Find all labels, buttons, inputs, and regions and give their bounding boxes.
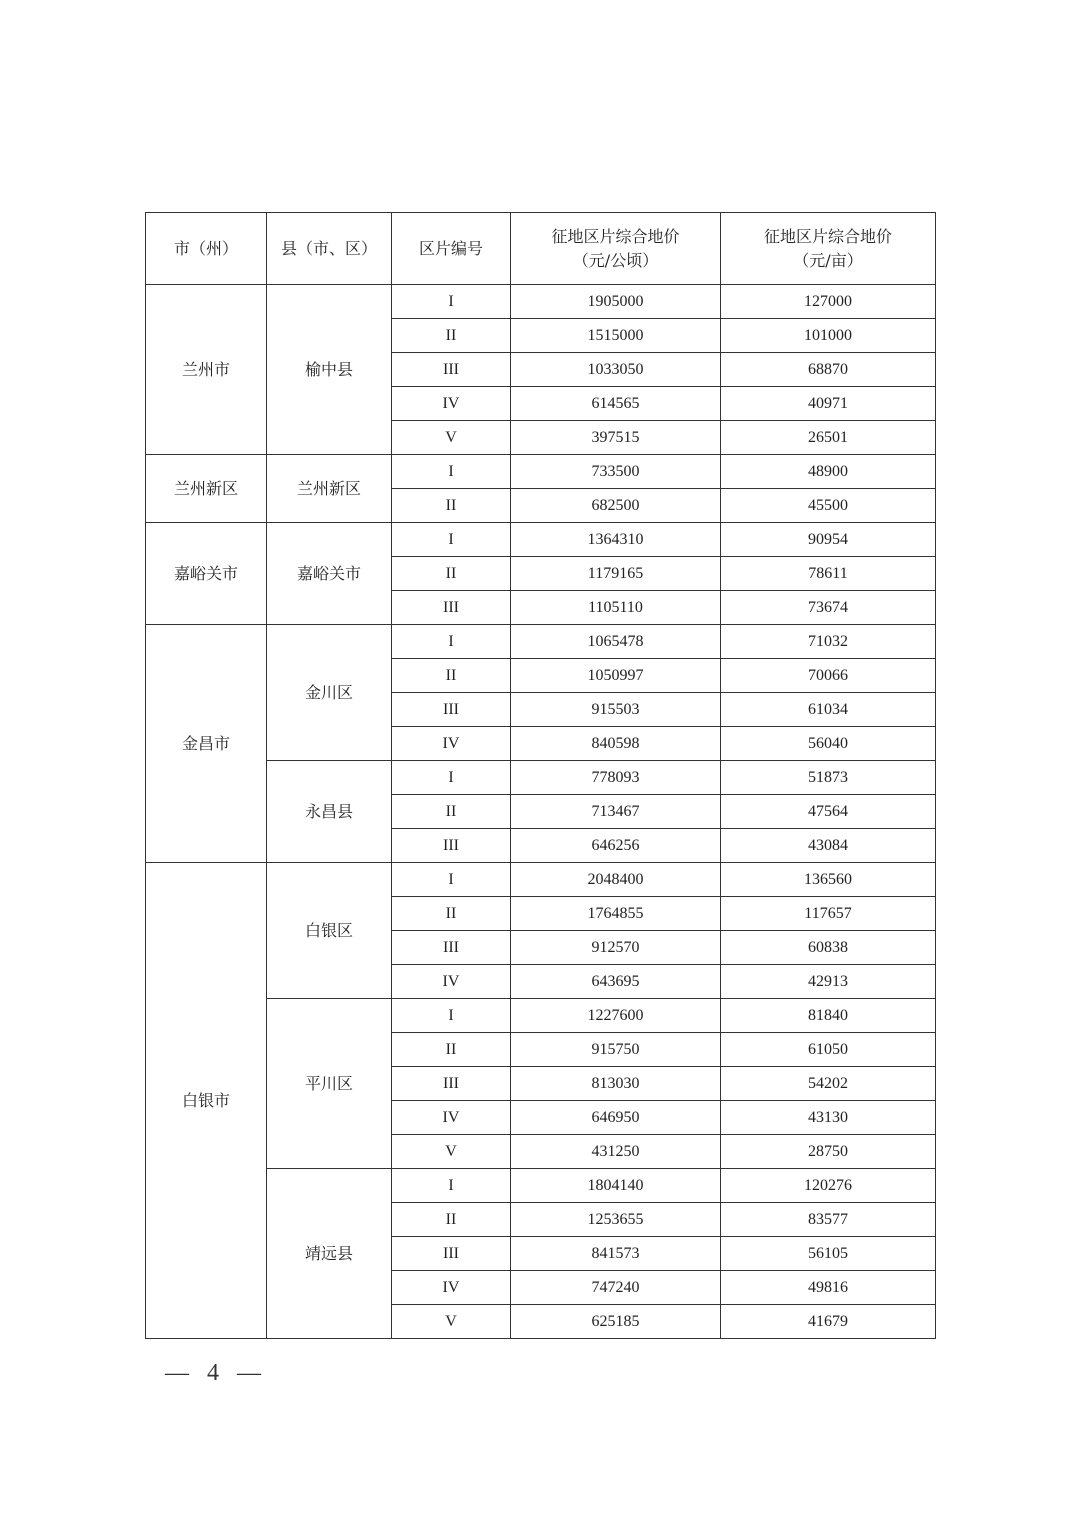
cell-price-per-hectare: 912570 <box>511 931 721 965</box>
cell-price-per-hectare: 841573 <box>511 1237 721 1271</box>
table-header <box>146 213 936 285</box>
header-row <box>146 213 936 285</box>
table-row <box>146 863 936 897</box>
cell-zone: II <box>392 795 511 829</box>
cell-zone: II <box>392 659 511 693</box>
cell-price-per-hectare: 813030 <box>511 1067 721 1101</box>
cell-price-per-mu: 61034 <box>721 693 936 727</box>
cell-county: 永昌县 <box>267 761 392 863</box>
table-body <box>146 285 936 1339</box>
cell-price-per-hectare: 1050997 <box>511 659 721 693</box>
header-price-per-hectare <box>511 213 721 285</box>
cell-price-per-hectare: 915750 <box>511 1033 721 1067</box>
land-price-table <box>145 212 936 1339</box>
cell-price-per-hectare: 646256 <box>511 829 721 863</box>
cell-price-per-hectare: 1227600 <box>511 999 721 1033</box>
cell-city: 金昌市 <box>146 625 267 863</box>
cell-zone: I <box>392 1169 511 1203</box>
header-price-mu-line2: （元/亩） <box>793 250 863 270</box>
cell-price-per-mu: 43084 <box>721 829 936 863</box>
cell-county: 靖远县 <box>267 1169 392 1339</box>
cell-price-per-hectare: 1033050 <box>511 353 721 387</box>
cell-county: 白银区 <box>267 863 392 999</box>
cell-city: 兰州新区 <box>146 455 267 523</box>
cell-price-per-mu: 47564 <box>721 795 936 829</box>
header-price-mu-line1: 征地区片综合地价 <box>763 226 892 246</box>
cell-price-per-mu: 41679 <box>721 1305 936 1339</box>
cell-zone: III <box>392 829 511 863</box>
cell-price-per-mu: 28750 <box>721 1135 936 1169</box>
cell-price-per-mu: 48900 <box>721 455 936 489</box>
cell-price-per-hectare: 713467 <box>511 795 721 829</box>
cell-zone: I <box>392 285 511 319</box>
cell-price-per-hectare: 1065478 <box>511 625 721 659</box>
cell-city: 白银市 <box>146 863 267 1339</box>
cell-price-per-mu: 56040 <box>721 727 936 761</box>
table-row <box>146 455 936 489</box>
cell-price-per-hectare: 1364310 <box>511 523 721 557</box>
cell-price-per-hectare: 840598 <box>511 727 721 761</box>
cell-price-per-hectare: 1179165 <box>511 557 721 591</box>
cell-zone: I <box>392 523 511 557</box>
cell-zone: V <box>392 1305 511 1339</box>
cell-price-per-mu: 127000 <box>721 285 936 319</box>
cell-price-per-hectare: 1515000 <box>511 319 721 353</box>
cell-price-per-mu: 71032 <box>721 625 936 659</box>
cell-price-per-hectare: 1253655 <box>511 1203 721 1237</box>
cell-price-per-mu: 26501 <box>721 421 936 455</box>
cell-city: 嘉峪关市 <box>146 523 267 625</box>
cell-price-per-hectare: 1105110 <box>511 591 721 625</box>
cell-price-per-mu: 68870 <box>721 353 936 387</box>
cell-price-per-mu: 73674 <box>721 591 936 625</box>
cell-price-per-mu: 42913 <box>721 965 936 999</box>
cell-zone: I <box>392 863 511 897</box>
cell-zone: I <box>392 761 511 795</box>
cell-price-per-mu: 117657 <box>721 897 936 931</box>
cell-price-per-mu: 61050 <box>721 1033 936 1067</box>
cell-zone: IV <box>392 1101 511 1135</box>
cell-city: 兰州市 <box>146 285 267 455</box>
header-zone: 区片编号 <box>392 213 511 285</box>
cell-price-per-hectare: 733500 <box>511 455 721 489</box>
cell-zone: III <box>392 931 511 965</box>
cell-zone: II <box>392 557 511 591</box>
cell-zone: II <box>392 1203 511 1237</box>
cell-zone: IV <box>392 1271 511 1305</box>
cell-zone: III <box>392 353 511 387</box>
cell-price-per-hectare: 643695 <box>511 965 721 999</box>
table-row <box>146 285 936 319</box>
cell-zone: II <box>392 489 511 523</box>
cell-price-per-hectare: 1764855 <box>511 897 721 931</box>
cell-price-per-hectare: 1804140 <box>511 1169 721 1203</box>
cell-zone: IV <box>392 965 511 999</box>
cell-price-per-mu: 54202 <box>721 1067 936 1101</box>
table-row <box>146 523 936 557</box>
cell-price-per-hectare: 915503 <box>511 693 721 727</box>
cell-price-per-mu: 136560 <box>721 863 936 897</box>
cell-price-per-hectare: 625185 <box>511 1305 721 1339</box>
cell-price-per-hectare: 747240 <box>511 1271 721 1305</box>
header-city: 市（州） <box>146 213 267 285</box>
cell-price-per-mu: 49816 <box>721 1271 936 1305</box>
cell-price-per-mu: 60838 <box>721 931 936 965</box>
cell-zone: I <box>392 625 511 659</box>
header-price-ha-line2: （元/公顷） <box>572 250 659 270</box>
cell-zone: III <box>392 693 511 727</box>
cell-zone: IV <box>392 387 511 421</box>
cell-price-per-mu: 120276 <box>721 1169 936 1203</box>
cell-price-per-hectare: 1905000 <box>511 285 721 319</box>
cell-price-per-mu: 51873 <box>721 761 936 795</box>
cell-county: 嘉峪关市 <box>267 523 392 625</box>
header-county: 县（市、区） <box>267 213 392 285</box>
cell-price-per-hectare: 397515 <box>511 421 721 455</box>
cell-price-per-hectare: 778093 <box>511 761 721 795</box>
cell-county: 金川区 <box>267 625 392 761</box>
cell-price-per-mu: 56105 <box>721 1237 936 1271</box>
cell-county: 兰州新区 <box>267 455 392 523</box>
cell-price-per-hectare: 614565 <box>511 387 721 421</box>
cell-price-per-mu: 101000 <box>721 319 936 353</box>
cell-zone: II <box>392 319 511 353</box>
cell-price-per-mu: 40971 <box>721 387 936 421</box>
cell-price-per-hectare: 431250 <box>511 1135 721 1169</box>
cell-zone: III <box>392 1237 511 1271</box>
header-price-per-mu <box>721 213 936 285</box>
cell-zone: I <box>392 999 511 1033</box>
table-row <box>146 625 936 659</box>
cell-zone: III <box>392 591 511 625</box>
cell-price-per-hectare: 682500 <box>511 489 721 523</box>
cell-county: 榆中县 <box>267 285 392 455</box>
cell-price-per-mu: 83577 <box>721 1203 936 1237</box>
cell-price-per-mu: 70066 <box>721 659 936 693</box>
cell-zone: III <box>392 1067 511 1101</box>
cell-zone: I <box>392 455 511 489</box>
page-number: — 4 — <box>165 1360 267 1386</box>
cell-county: 平川区 <box>267 999 392 1169</box>
cell-price-per-mu: 78611 <box>721 557 936 591</box>
cell-zone: II <box>392 1033 511 1067</box>
cell-price-per-hectare: 646950 <box>511 1101 721 1135</box>
header-price-ha-line1: 征地区片综合地价 <box>551 226 680 246</box>
cell-price-per-hectare: 2048400 <box>511 863 721 897</box>
cell-price-per-mu: 45500 <box>721 489 936 523</box>
cell-price-per-mu: 90954 <box>721 523 936 557</box>
cell-zone: V <box>392 421 511 455</box>
cell-zone: II <box>392 897 511 931</box>
cell-zone: IV <box>392 727 511 761</box>
cell-price-per-mu: 43130 <box>721 1101 936 1135</box>
cell-zone: V <box>392 1135 511 1169</box>
cell-price-per-mu: 81840 <box>721 999 936 1033</box>
